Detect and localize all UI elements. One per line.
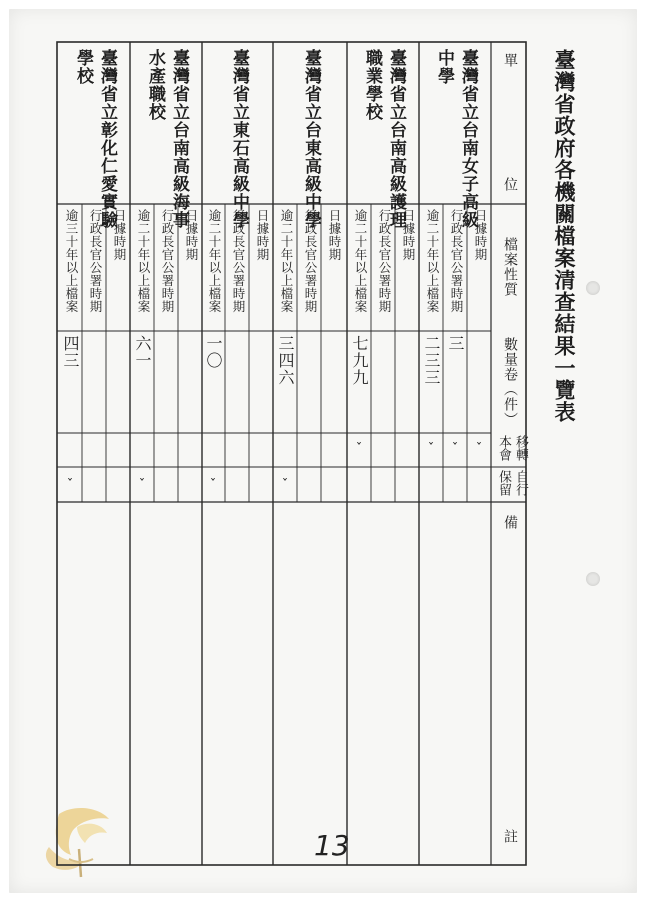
row-nature: 日據時期: [184, 209, 199, 261]
document-title: 臺灣省政府各機關檔案清查結果一覽表: [552, 49, 577, 423]
row-nature: 行政長官公署時期: [303, 209, 318, 313]
row-nature: 行政長官公署時期: [231, 209, 246, 313]
row-unit-name: 臺灣省立東石高級中學: [229, 49, 249, 229]
row-unit-name-2: 學校: [73, 49, 93, 85]
row-nature: 日據時期: [327, 209, 342, 261]
header-transfer: 移轉: [513, 435, 528, 461]
row-quantity: 三四六: [276, 335, 295, 386]
row-nature: 逾二十年以上檔案: [425, 209, 440, 313]
header-transfer-sub: 本會: [496, 435, 511, 461]
row-unit-name-2: 職業學校: [362, 49, 382, 121]
row-transfer-check: ˇ: [427, 442, 435, 457]
row-unit-name-2: 水產職校: [145, 49, 165, 121]
row-nature: 行政長官公署時期: [160, 209, 175, 313]
row-quantity: 一〇: [204, 335, 223, 369]
header-note-a: 備: [502, 515, 518, 530]
header-note-b: 註: [502, 829, 518, 844]
row-keep-check: ˇ: [281, 478, 289, 493]
row-unit-name: 臺灣省立台東高級中學: [301, 49, 321, 229]
row-unit-name: 臺灣省立台南高級海事: [169, 49, 189, 229]
row-nature: 日據時期: [112, 209, 127, 261]
row-unit-name: 臺灣省立彰化仁愛實驗: [97, 49, 117, 229]
row-transfer-check: ˇ: [451, 442, 459, 457]
row-keep-check: ˇ: [66, 478, 74, 493]
row-unit-name: 臺灣省立台南女子高級: [458, 49, 478, 229]
row-transfer-check: ˇ: [355, 442, 363, 457]
row-quantity: 二三三: [422, 335, 441, 386]
document-page: [9, 9, 637, 893]
row-keep-check: ˇ: [209, 478, 217, 493]
row-nature: 逾二十年以上檔案: [207, 209, 222, 313]
row-nature: 逾二十年以上檔案: [353, 209, 368, 313]
row-quantity: 七九九: [350, 335, 369, 386]
row-transfer-check: ˇ: [475, 442, 483, 457]
header-keep: 自行: [513, 470, 528, 496]
row-quantity: 三: [446, 335, 465, 352]
page-number: 13: [314, 829, 350, 862]
row-nature: 行政長官公署時期: [449, 209, 464, 313]
row-nature: 行政長官公署時期: [377, 209, 392, 313]
row-nature: 逾二十年以上檔案: [279, 209, 294, 313]
row-nature: 行政長官公署時期: [88, 209, 103, 313]
row-nature: 日據時期: [255, 209, 270, 261]
header-nature: 檔案性質: [502, 237, 518, 297]
row-nature: 日據時期: [401, 209, 416, 261]
row-unit-name: 臺灣省立台南高級護理: [386, 49, 406, 229]
row-unit-name-2: 中學: [434, 49, 454, 85]
row-quantity: 四三: [61, 335, 80, 369]
header-quantity: 數量卷（件）: [502, 337, 518, 427]
header-unit-b: 位: [502, 177, 518, 192]
row-keep-check: ˇ: [138, 478, 146, 493]
row-quantity: 六一: [133, 335, 152, 369]
header-unit-a: 單: [502, 53, 518, 68]
row-nature: 逾二十年以上檔案: [136, 209, 151, 313]
header-keep-sub: 保留: [496, 470, 511, 496]
row-nature: 逾三十年以上檔案: [64, 209, 79, 313]
row-nature: 日據時期: [473, 209, 488, 261]
